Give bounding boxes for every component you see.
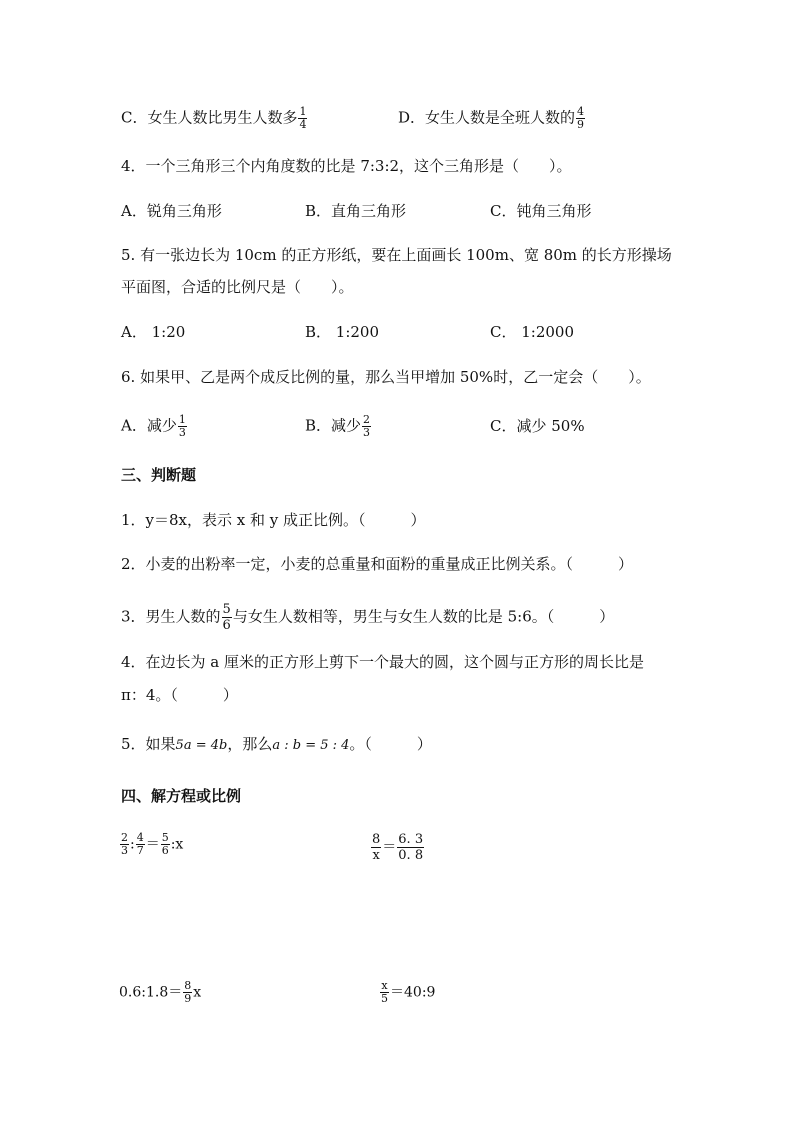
fraction: $\frac{x}{5}$ [381, 979, 388, 1005]
judge-5-pre: 5．如果 [121, 735, 176, 753]
option-text: A．减少 [121, 416, 177, 435]
judge-3-pre: 3．男生人数的 [121, 607, 221, 626]
option-text: D．女生人数是全班人数的 [398, 108, 576, 127]
equation-tail: ＝40:9 [390, 984, 436, 1001]
option-c-q3 [121, 106, 308, 131]
option-text: C．女生人数比男生人数多 [121, 108, 298, 127]
option-c-q6: C．减少 50% [490, 417, 585, 435]
judge-4-line1: 4．在边长为 a 厘米的正方形上剪下一个最大的圆，这个圆与正方形的周长比是 [121, 653, 645, 671]
option-b-q5: B． 1:200 [305, 323, 380, 341]
fraction: $\frac{5}{6}$ [161, 831, 169, 857]
question-4-stem: 4．一个三角形三个内角度数的比是 7:3:2，这个三角形是（ ）。 [121, 157, 572, 175]
fraction: $\frac{1}{4}$ [299, 105, 307, 131]
equals-sign: ＝ [145, 836, 160, 853]
fraction: $\frac{8}{9}$ [184, 979, 192, 1005]
judge-4-line2: π：4。（ ） [121, 686, 238, 704]
fraction: $\frac{6. 3}{0. 8}$ [398, 832, 424, 863]
judge-5-post: 。（ ） [349, 735, 432, 753]
section-3-title: 三、判断题 [121, 466, 197, 484]
fraction: $\frac{8}{x}$ [372, 832, 381, 863]
judge-1: 1．y＝8x，表示 x 和 y 成正比例。（ ） [121, 511, 426, 529]
judge-3-post: 与女生人数相等，男生与女生人数的比是 5:6。（ ） [232, 607, 615, 626]
option-text: B．减少 [305, 416, 362, 435]
fraction: $\frac{5}{6}$ [222, 602, 231, 633]
equation-tail: x [193, 984, 202, 1001]
equation: 5a = 4b [175, 738, 228, 753]
equation-1 [119, 832, 183, 857]
equation-4 [379, 980, 435, 1005]
equation-lead: 0.6:1.8＝ [119, 984, 183, 1001]
option-d-q3 [398, 106, 586, 131]
option-b-q6 [305, 414, 372, 439]
option-a-q5: A． 1:20 [121, 323, 186, 341]
fraction: $\frac{2}{3}$ [121, 831, 128, 857]
fraction: $\frac{4}{7}$ [136, 831, 144, 857]
option-a-q6 [121, 414, 188, 439]
option-c-q4: C．钝角三角形 [490, 202, 592, 220]
section-4-title: 四、解方程或比例 [121, 787, 242, 805]
option-b-q4: B．直角三角形 [305, 202, 407, 220]
fraction: $\frac{4}{9}$ [577, 105, 585, 131]
equation-2 [370, 832, 425, 863]
judge-3 [121, 602, 614, 633]
equals-sign: ＝ [382, 839, 397, 856]
judge-5-mid: ，那么 [227, 735, 273, 753]
question-6-stem: 6. 如果甲、乙是两个成反比例的量，那么当甲增加 50%时，乙一定会（ ）。 [121, 368, 651, 386]
fraction: $\frac{2}{3}$ [363, 413, 371, 439]
judge-5 [121, 734, 432, 756]
fraction: $\frac{1}{3}$ [178, 413, 186, 439]
option-a-q4: A．锐角三角形 [121, 202, 222, 220]
ratio-sign: : [130, 836, 135, 853]
equation-tail: :x [170, 836, 184, 853]
question-5-stem-line2: 平面图，合适的比例尺是（ ）。 [121, 278, 354, 296]
equation: a : b = 5 : 4 [272, 738, 350, 753]
question-5-stem-line1: 5. 有一张边长为 10cm 的正方形纸，要在上面画长 100m、宽 80m 的长方形操场 [121, 246, 672, 264]
option-c-q5: C． 1:2000 [490, 323, 575, 341]
judge-2: 2．小麦的出粉率一定，小麦的总重量和面粉的重量成正比例关系。（ ） [121, 555, 634, 573]
equation-3 [119, 980, 201, 1005]
